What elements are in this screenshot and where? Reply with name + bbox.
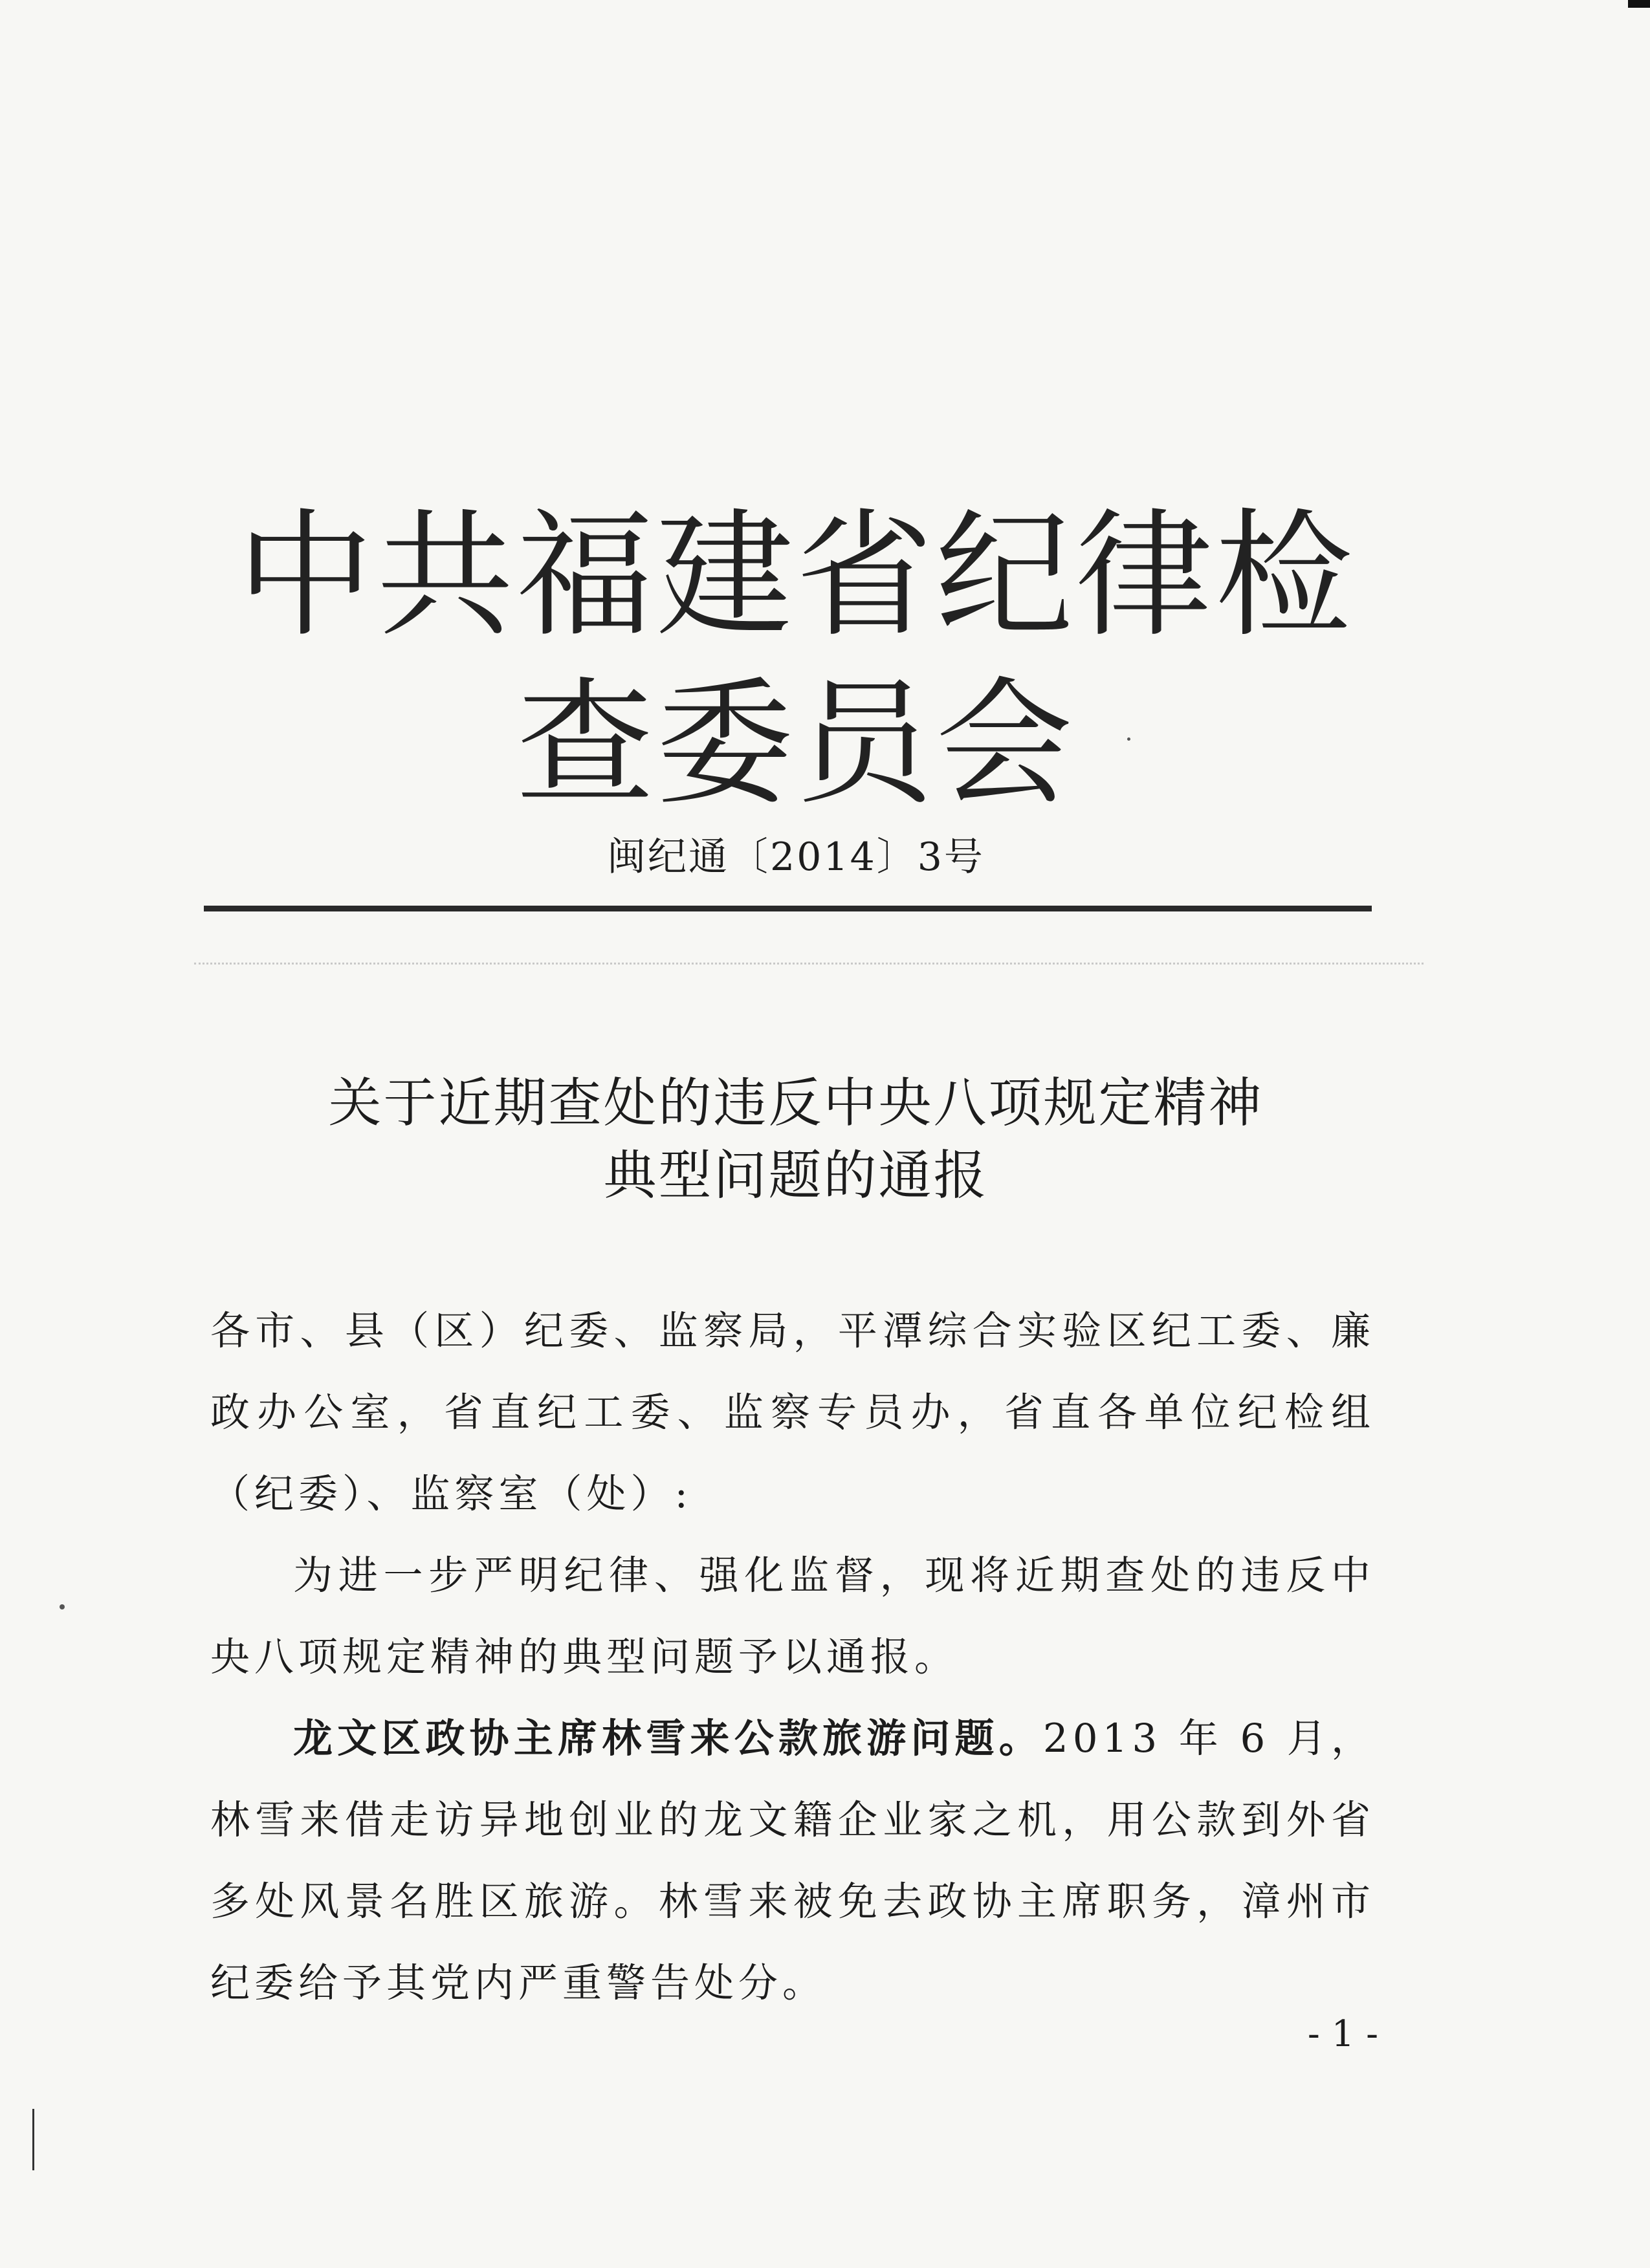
scan-artifact-corner — [1628, 0, 1650, 8]
recipients-paragraph: 各市、县（区）纪委、监察局，平潭综合实验区纪工委、廉政办公室，省直纪工委、监察专员办，省直各单位纪检组（纪委）、监察室（处）: — [210, 1308, 1375, 1517]
document-title — [194, 1067, 1398, 1212]
case-1-text: 2013 年 6 月，林雪来借走访异地创业的龙文籍企业家之机，用公款到外省多处风景名胜区旅游。林雪来被免去政协主席职务，漳州市纪委给予其党内严重警告处分。 — [210, 1716, 1375, 2006]
document-number: 闽纪通〔2014〕3号 — [607, 834, 985, 880]
scan-artifact-speck — [60, 1604, 65, 1609]
document-body — [210, 1291, 1375, 2024]
title-line-2: 典型问题的通报 — [603, 1145, 989, 1206]
scan-faint-line — [194, 963, 1424, 965]
header-divider-rule — [204, 906, 1372, 911]
title-line-1: 关于近期查处的违反中央八项规定精神 — [328, 1073, 1264, 1134]
case-1-heading: 龙文区政协主席林雪来公款旅游问题。 — [293, 1716, 1043, 1761]
page-number: - 1 - — [1307, 2013, 1378, 2055]
issuer-masthead: 中共福建省纪律检查委员会 — [237, 496, 1355, 823]
case-1-paragraph — [210, 1698, 1375, 2024]
scan-artifact-edge — [32, 2109, 34, 2170]
intro-paragraph: 为进一步严明纪律、强化监督，现将近期查处的违反中央八项规定精神的典型问题予以通报。 — [210, 1553, 1375, 1680]
